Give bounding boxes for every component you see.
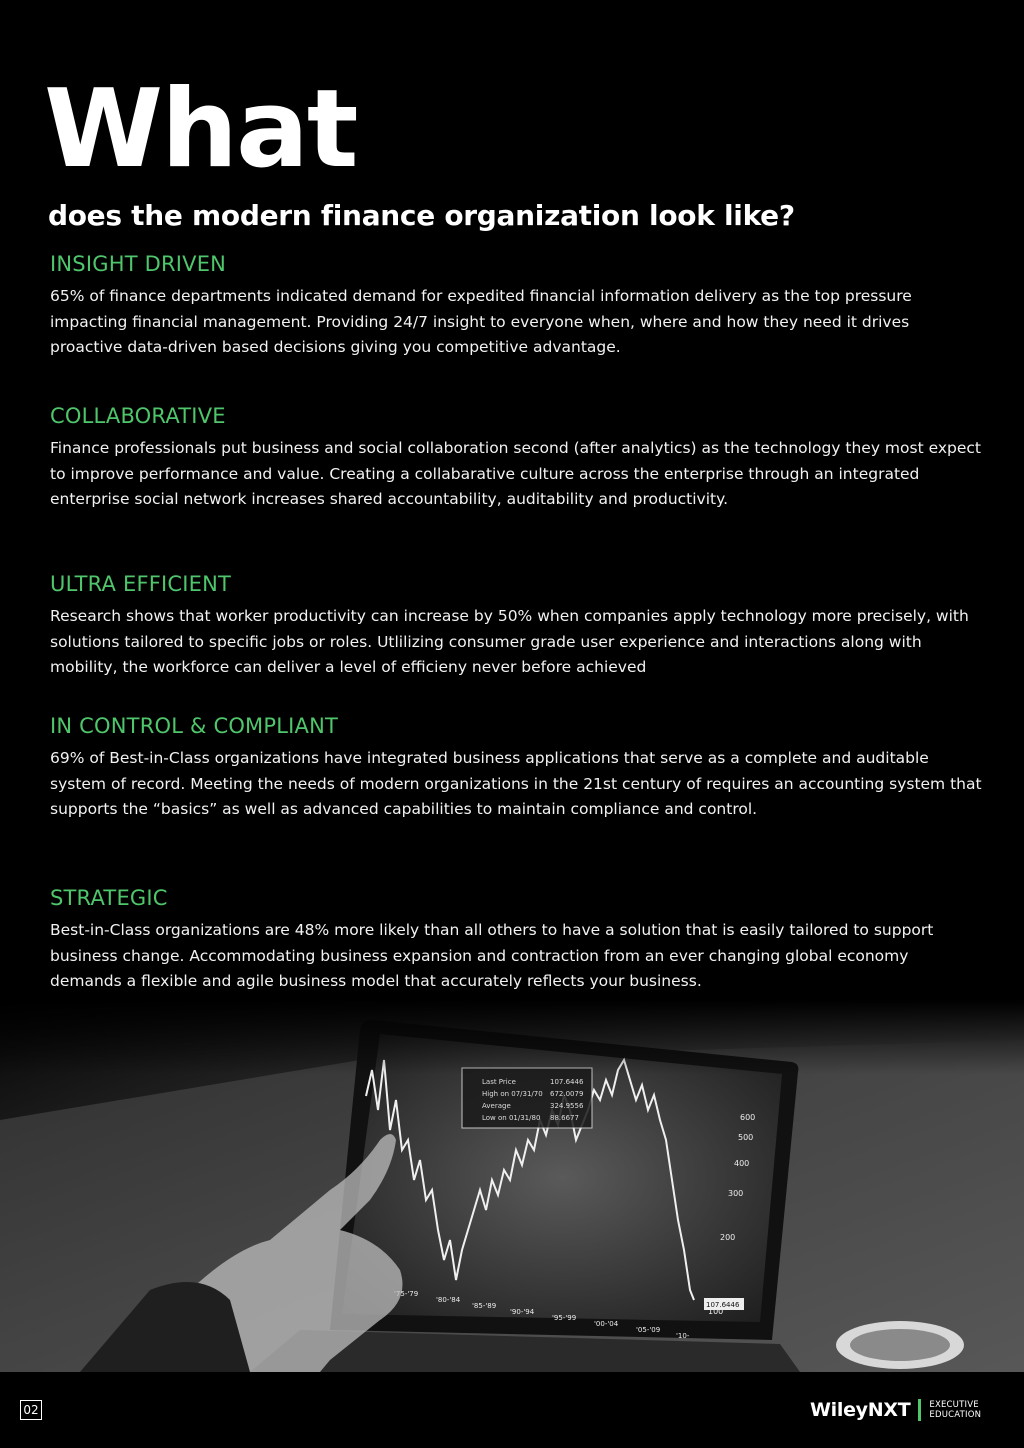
page-number: 02: [20, 1400, 42, 1420]
section-body: Finance professionals put business and social collaboration second (after analytics) as the technology they most expect to improve performance and value. Creating a collabarative culture across the enterprise through an integrated enterprise social network increases shared accountability, auditability and productivity.: [50, 439, 981, 508]
brand-tagline: [929, 1400, 981, 1420]
section-body: 69% of Best-in-Class organizations have integrated business applications that serve as a complete and auditable system of record. Meeting the needs of modern organizations in the 21st century of requires an accounting system that supports the “basics” as well as advanced capabilities to maintain compliance and control.: [50, 749, 982, 818]
section-title: ULTRA EFFICIENT: [50, 572, 232, 596]
brand-tag-line2: EDUCATION: [929, 1410, 982, 1420]
section-ultra-efficient: [50, 570, 985, 681]
page-subtitle: does the modern finance organization look like?: [48, 199, 795, 232]
section-title: IN CONTROL & COMPLIANT: [50, 714, 339, 738]
brand-logo: [810, 1396, 981, 1424]
section-title: INSIGHT DRIVEN: [50, 252, 227, 276]
section-body: Best-in-Class organizations are 48% more likely than all others to have a solution that is easily tailored to support business change. Accommodating business expansion and contraction from an ever changing global economy demands a flexible and agile business model that accurately reflects your business.: [50, 921, 934, 990]
brand-name: WileyNXT: [810, 1399, 911, 1421]
section-insight-driven: [50, 250, 985, 361]
brand-divider: [918, 1399, 921, 1421]
section-title: COLLABORATIVE: [50, 404, 226, 428]
section-title: STRATEGIC: [50, 886, 168, 910]
page-footer: [0, 1372, 1024, 1448]
section-body: Research shows that worker productivity can increase by 50% when companies apply technology more precisely, with solutions tailored to specific jobs or roles. Utlilizing consumer grade user experience and interactions along with mobility, the workforce can deliver a level of efficieny never before achieved: [50, 607, 969, 676]
laptop-stock-chart-photo: [0, 1000, 1024, 1372]
page-title: What: [44, 67, 357, 192]
section-strategic: [50, 884, 985, 995]
section-in-control-compliant: [50, 712, 985, 823]
brand-tag-line1: EXECUTIVE: [929, 1400, 979, 1410]
section-body: 65% of finance departments indicated demand for expedited financial information delivery as the top pressure impacting financial management. Providing 24/7 insight to everyone when, where and how they need it drives proactive data-driven based decisions giving you competitive advantage.: [50, 287, 912, 356]
section-collaborative: [50, 402, 985, 513]
